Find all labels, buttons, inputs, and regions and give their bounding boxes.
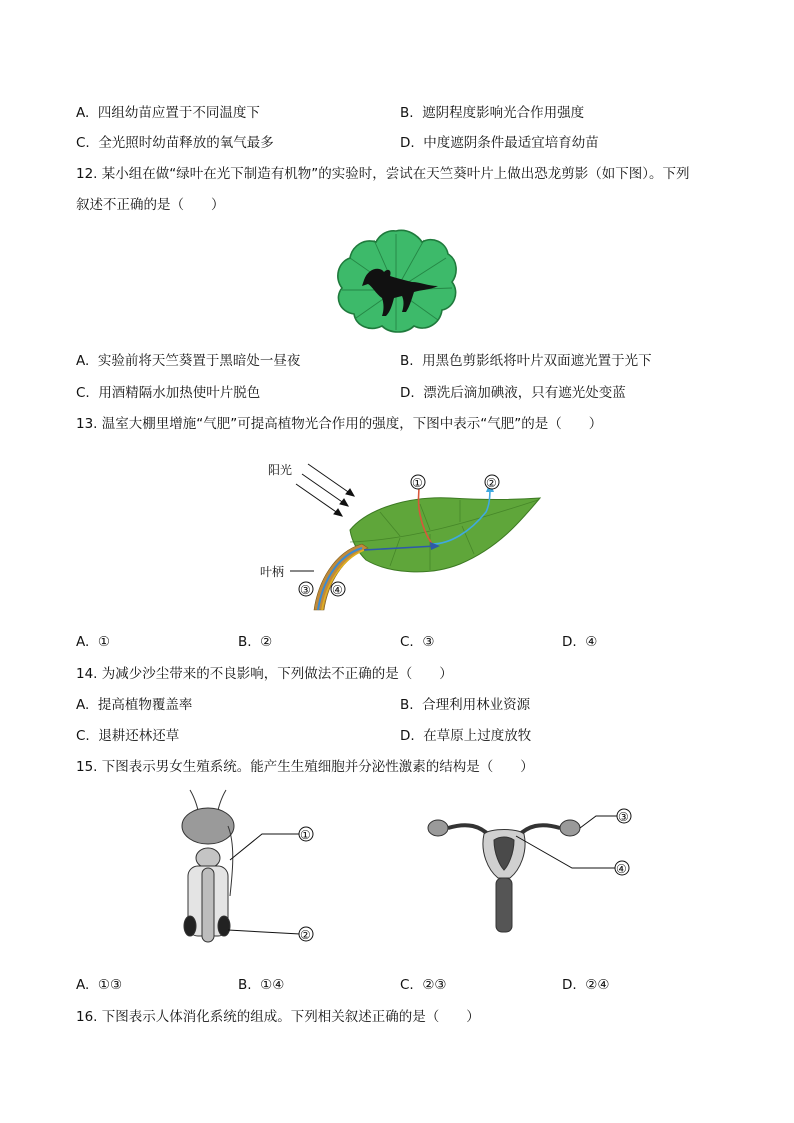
q13-option-c: C. ③ — [400, 634, 435, 650]
q14-option-d: D. 在草原上过度放牧 — [400, 728, 532, 744]
q15-option-c: C. ②③ — [400, 977, 447, 993]
left-ovary — [428, 820, 448, 836]
q11-option-c: C. 全光照时幼苗释放的氧气最多 — [76, 135, 274, 151]
sunlight-label: 阳光 — [268, 463, 293, 477]
geranium-leaf-figure — [334, 228, 460, 336]
q15-option-a: A. ①③ — [76, 977, 123, 993]
q12-stem-line2: 叙述不正确的是（ ） — [76, 197, 225, 213]
q12-stem-line1: 12. 某小组在做“绿叶在光下制造有机物”的实验时，尝试在天竺葵叶片上做出恐龙剪影（如下图）。下列 — [76, 166, 690, 182]
q12-option-d: D. 漂洗后滴加碘液，只有遮光处变蓝 — [400, 385, 626, 401]
label-1: ① — [412, 476, 423, 490]
right-testis — [218, 916, 230, 936]
left-testis — [184, 916, 196, 936]
q14-option-b: B. 合理利用林业资源 — [400, 697, 531, 713]
female-label-3: ③ — [618, 810, 629, 824]
q16-stem: 16. 下图表示人体消化系统的组成。下列相关叙述正确的是（ ） — [76, 1009, 480, 1025]
q13-option-a: A. ① — [76, 634, 110, 650]
q15-option-b: B. ①④ — [238, 977, 285, 993]
petiole — [314, 544, 368, 610]
penis — [202, 868, 214, 942]
female-label-4: ④ — [616, 862, 627, 876]
q13-stem: 13. 温室大棚里增施“气肥”可提高植物光合作用的强度，下图中表示“气肥”的是（ ） — [76, 416, 603, 432]
q13-option-b: B. ② — [238, 634, 273, 650]
leaf-photosynthesis-figure — [250, 452, 546, 616]
q15-option-d: D. ②④ — [562, 977, 610, 993]
label-3: ③ — [300, 583, 311, 597]
male-reproductive-figure — [170, 786, 330, 956]
label-2: ② — [486, 476, 497, 490]
q14-option-a: A. 提高植物覆盖率 — [76, 697, 193, 713]
q11-option-b: B. 遮阴程度影响光合作用强度 — [400, 105, 585, 121]
photo-leaf — [350, 498, 540, 572]
q12-option-b: B. 用黑色剪影纸将叶片双面遮光置于光下 — [400, 353, 652, 369]
right-ovary — [560, 820, 580, 836]
q12-option-a: A. 实验前将天竺葵置于黑暗处一昼夜 — [76, 353, 301, 369]
male-label-1: ① — [300, 828, 311, 842]
female-reproductive-figure — [420, 800, 636, 940]
q11-option-d: D. 中度遮阴条件最适宜培育幼苗 — [400, 135, 599, 151]
bladder — [182, 808, 234, 844]
sunlight-arrows-icon — [296, 464, 354, 516]
q12-option-c: C. 用酒精隔水加热使叶片脱色 — [76, 385, 261, 401]
q11-option-a: A. 四组幼苗应置于不同温度下 — [76, 105, 260, 121]
label-4: ④ — [332, 583, 343, 597]
vagina — [496, 878, 512, 932]
q15-stem: 15. 下图表示男女生殖系统。能产生生殖细胞并分泌性激素的结构是（ ） — [76, 759, 534, 775]
q14-option-c: C. 退耕还林还草 — [76, 728, 180, 744]
q14-stem: 14. 为减少沙尘带来的不良影响，下列做法不正确的是（ ） — [76, 666, 453, 682]
petiole-label: 叶柄 — [260, 565, 285, 579]
q13-option-d: D. ④ — [562, 634, 598, 650]
male-label-2: ② — [300, 928, 311, 942]
